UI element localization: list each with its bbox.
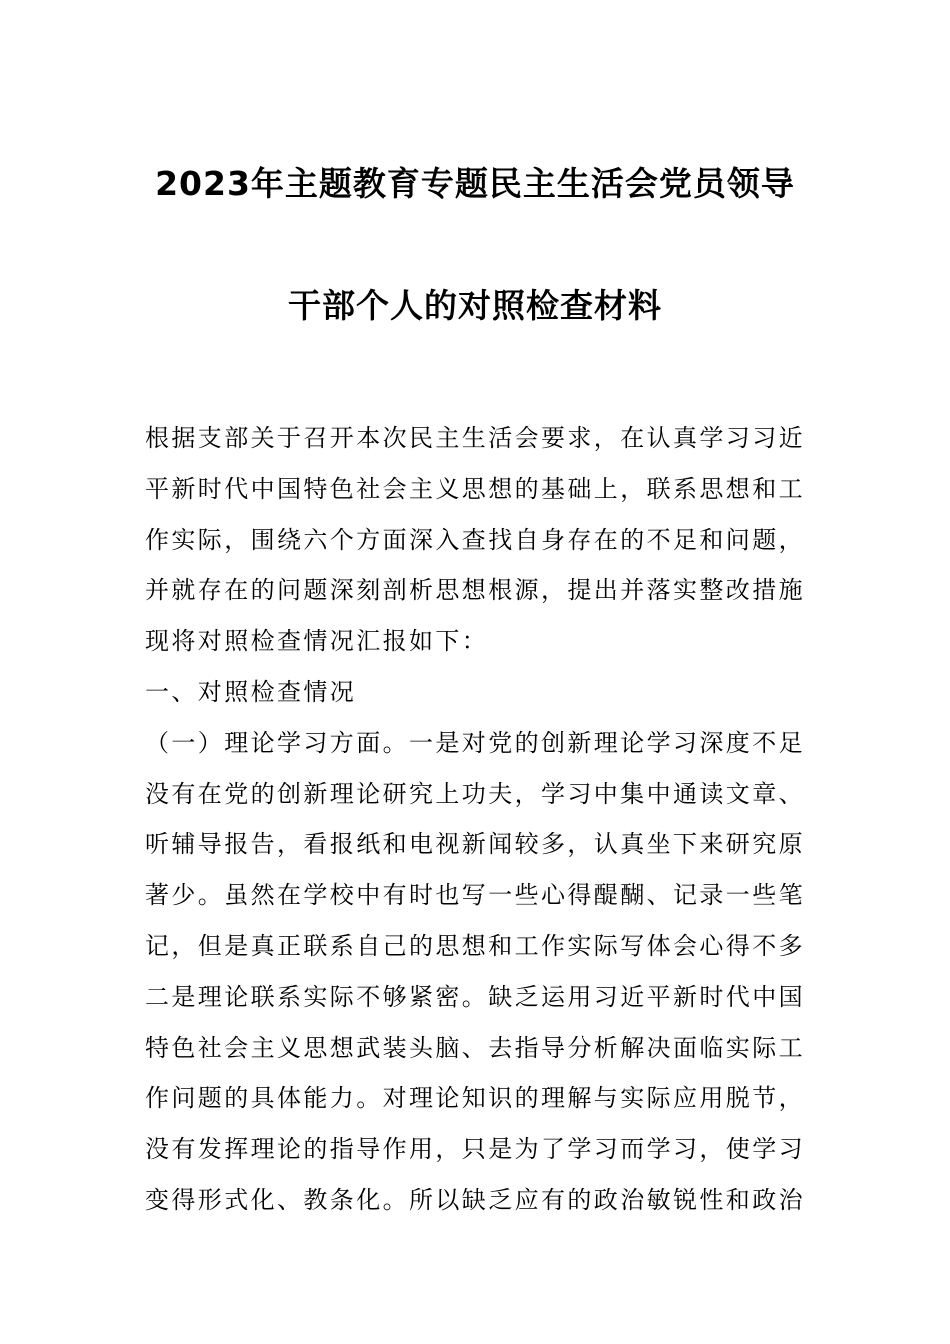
body-line: 二是理论联系实际不够紧密。缺乏运用习近平新时代中国 [145,982,805,1011]
section-heading: 一、对照检查情况 [145,677,357,706]
document-title-line-1: 2023年主题教育专题民主生活会党员领导 [155,164,795,203]
body-line: 根据支部关于召开本次民主生活会要求，在认真学习习近 [145,424,805,452]
body-line: 现将对照检查情况汇报如下： [145,627,489,656]
body-line: （一）理论学习方面。一是对党的创新理论学习深度不足 [145,728,805,757]
document-body [145,413,825,1226]
body-line: 著少。虽然在学校中有时也写一些心得醍醐、记录一些笔 [145,881,805,910]
body-line: 变得形式化、教条化。所以缺乏应有的政治敏锐性和政治 [145,1185,805,1214]
body-line: 记，但是真正联系自己的思想和工作实际写体会心得不多 [145,931,805,960]
document-title-line-2: 干部个人的对照检查材料 [288,286,662,325]
body-line: 没有发挥理论的指导作用，只是为了学习而学习，使学习 [145,1135,805,1164]
body-line: 平新时代中国特色社会主义思想的基础上，联系思想和工 [145,474,805,503]
body-line: 特色社会主义思想武装头脑、去指导分析解决面临实际工 [145,1033,805,1062]
body-line: 作实际，围绕六个方面深入查找自身存在的不足和问题， [145,525,805,554]
body-line: 没有在党的创新理论研究上功夫，学习中集中通读文章、 [145,779,805,808]
body-line: 作问题的具体能力。对理论知识的理解与实际应用脱节， [145,1084,805,1113]
body-line: 并就存在的问题深刻剖析思想根源，提出并落实整改措施 [145,576,805,605]
body-line: 听辅导报告，看报纸和电视新闻较多，认真坐下来研究原 [145,830,805,859]
